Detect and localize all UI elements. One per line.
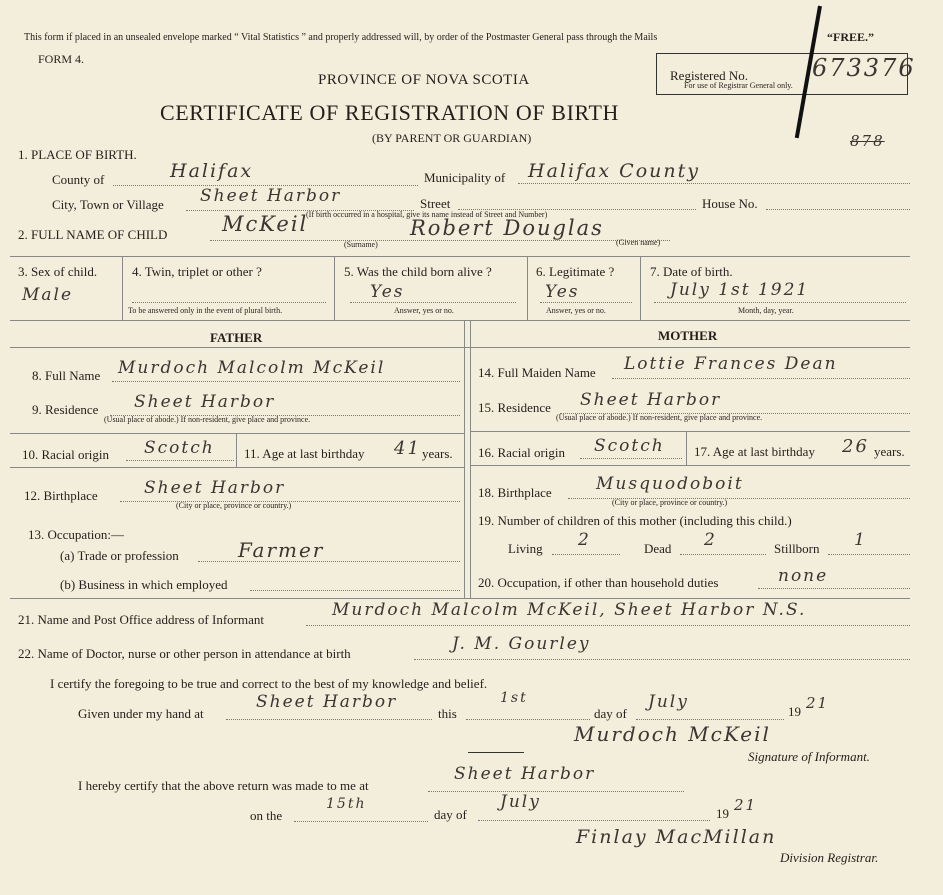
month-value: July xyxy=(648,692,689,712)
dead-value: 2 xyxy=(704,530,717,550)
alive-value: Yes xyxy=(370,282,405,302)
trade-value: Farmer xyxy=(238,538,325,562)
mother-occupation-label: 20. Occupation, if other than household duties xyxy=(478,575,719,590)
certificate-subtitle: (BY PARENT OR GUARDIAN) xyxy=(372,131,532,145)
municipality-value: Halifax County xyxy=(528,160,700,182)
certificate-title: CERTIFICATE OF REGISTRATION OF BIRTH xyxy=(160,100,619,125)
registrar-statement: I hereby certify that the above return was made to me at xyxy=(78,778,369,793)
father-birthplace-value: Sheet Harbor xyxy=(144,478,286,498)
date-note: Month, day, year. xyxy=(738,306,794,315)
county-value: Halifax xyxy=(170,160,254,182)
surname-note: (Surname) xyxy=(344,240,378,249)
sex-value: Male xyxy=(22,285,74,305)
informant-value: Murdoch Malcolm McKeil, Sheet Harbor N.S. xyxy=(332,600,807,620)
mother-age-value: 26 xyxy=(842,436,869,457)
children-label: 19. Number of children of this mother (including this child.) xyxy=(478,513,792,528)
on-the-label: on the xyxy=(250,808,283,823)
father-years: years. xyxy=(422,446,453,461)
informant-signature: Murdoch McKeil xyxy=(574,722,771,746)
father-residence-label: 9. Residence xyxy=(32,402,99,417)
hospital-note: (If birth occurred in a hospital, give its name instead of Street and Number) xyxy=(306,210,548,219)
father-name-value: Murdoch Malcolm McKeil xyxy=(118,358,386,378)
street-label: Street xyxy=(420,196,451,211)
date-value: July 1st 1921 xyxy=(670,280,810,300)
mother-heading: MOTHER xyxy=(658,328,718,343)
father-residence-note: (Usual place of abode.) If non-resident, give place and province. xyxy=(104,415,311,424)
mother-occupation-value: none xyxy=(778,566,829,586)
stillborn-value: 1 xyxy=(854,530,867,550)
mother-age-label: 17. Age at last birthday xyxy=(694,444,815,459)
mother-birthplace-value: Musquodoboit xyxy=(596,474,744,494)
province-heading: PROVINCE OF NOVA SCOTIA xyxy=(318,72,530,88)
registrar-year: 21 xyxy=(734,796,758,814)
child-surname: McKeil xyxy=(222,212,309,236)
doctor-value: J. M. Gourley xyxy=(452,634,591,654)
registrar-label: Division Registrar. xyxy=(780,850,879,865)
twin-note: To be answered only in the event of plural birth. xyxy=(128,306,283,315)
place-heading: 1. PLACE OF BIRTH. xyxy=(18,147,137,162)
registrar-year-prefix: 19 xyxy=(716,806,729,821)
father-heading: FATHER xyxy=(210,330,263,345)
father-residence-value: Sheet Harbor xyxy=(134,392,276,412)
father-age-label: 11. Age at last birthday xyxy=(244,446,365,461)
dead-label: Dead xyxy=(644,541,672,556)
informant-label: 21. Name and Post Office address of Informant xyxy=(18,612,264,627)
living-value: 2 xyxy=(578,530,591,550)
day-of-label: day of xyxy=(594,706,627,721)
father-birthplace-label: 12. Birthplace xyxy=(24,488,98,503)
city-label: City, Town or Village xyxy=(52,197,164,212)
legit-value: Yes xyxy=(545,282,580,302)
municipality-label: Municipality of xyxy=(424,170,506,185)
mother-birthplace-label: 18. Birthplace xyxy=(478,485,552,500)
registered-number: 673376 xyxy=(812,54,916,82)
mother-residence-note: (Usual place of abode.) If non-resident, give place and province. xyxy=(556,413,763,422)
mother-birthplace-note: (City or place, province or country.) xyxy=(612,498,728,507)
signature-label: Signature of Informant. xyxy=(748,749,870,764)
business-label: (b) Business in which employed xyxy=(60,577,228,592)
city-value: Sheet Harbor xyxy=(200,186,342,206)
mother-name-value: Lottie Frances Dean xyxy=(624,354,838,374)
county-label: County of xyxy=(52,172,105,187)
registrar-month: July xyxy=(500,792,541,812)
father-birthplace-note: (City or place, province or country.) xyxy=(176,501,292,510)
father-name-label: 8. Full Name xyxy=(32,368,101,383)
free-label: “FREE.” xyxy=(827,30,875,44)
legit-label: 6. Legitimate ? xyxy=(536,264,615,279)
mother-name-label: 14. Full Maiden Name xyxy=(478,365,596,380)
date-label: 7. Date of birth. xyxy=(650,264,733,279)
registrar-place: Sheet Harbor xyxy=(454,764,596,784)
house-label: House No. xyxy=(702,196,758,211)
twin-label: 4. Twin, triplet or other ? xyxy=(132,264,262,279)
this-label: this xyxy=(438,706,457,721)
child-name-label: 2. FULL NAME OF CHILD xyxy=(18,227,168,242)
legit-note: Answer, yes or no. xyxy=(546,306,606,315)
mother-residence-value: Sheet Harbor xyxy=(580,390,722,410)
mother-years: years. xyxy=(874,444,905,459)
mother-race-value: Scotch xyxy=(594,436,665,456)
registered-label: Registered No. xyxy=(670,68,748,83)
sex-label: 3. Sex of child. xyxy=(18,264,98,279)
alive-note: Answer, yes or no. xyxy=(394,306,454,315)
stillborn-label: Stillborn xyxy=(774,541,820,556)
living-label: Living xyxy=(508,541,543,556)
given-note: (Given name) xyxy=(616,238,661,247)
father-race-value: Scotch xyxy=(144,438,215,458)
father-age-value: 41 xyxy=(394,438,421,459)
mail-notice: This form if placed in an unsealed envelope marked “ Vital Statistics ” and properly addressed will, by order of the Postmaster General pass through the Mails xyxy=(24,32,658,43)
registrar-signature: Finlay MacMillan xyxy=(576,826,777,848)
registrar-day-of: day of xyxy=(434,807,467,822)
trade-label: (a) Trade or profession xyxy=(60,548,179,563)
mother-residence-label: 15. Residence xyxy=(478,400,551,415)
registered-note: For use of Registrar General only. xyxy=(684,81,793,90)
father-occupation-label: 13. Occupation:— xyxy=(28,527,125,542)
certify-statement: I certify the foregoing to be true and correct to the best of my knowledge and belief. xyxy=(50,676,488,691)
this-day: 1st xyxy=(500,690,528,706)
mother-race-label: 16. Racial origin xyxy=(478,445,566,460)
doctor-label: 22. Name of Doctor, nurse or other person in attendance at birth xyxy=(18,646,351,661)
year-prefix: 19 xyxy=(788,704,801,719)
father-race-label: 10. Racial origin xyxy=(22,447,110,462)
year-value: 21 xyxy=(806,694,830,712)
alive-label: 5. Was the child born alive ? xyxy=(344,264,492,279)
side-number: 878 xyxy=(850,132,885,150)
form-number: FORM 4. xyxy=(38,52,85,66)
child-given-name: Robert Douglas xyxy=(410,216,604,240)
registrar-day: 15th xyxy=(326,796,367,812)
given-place: Sheet Harbor xyxy=(256,692,398,712)
given-label: Given under my hand at xyxy=(78,706,204,721)
